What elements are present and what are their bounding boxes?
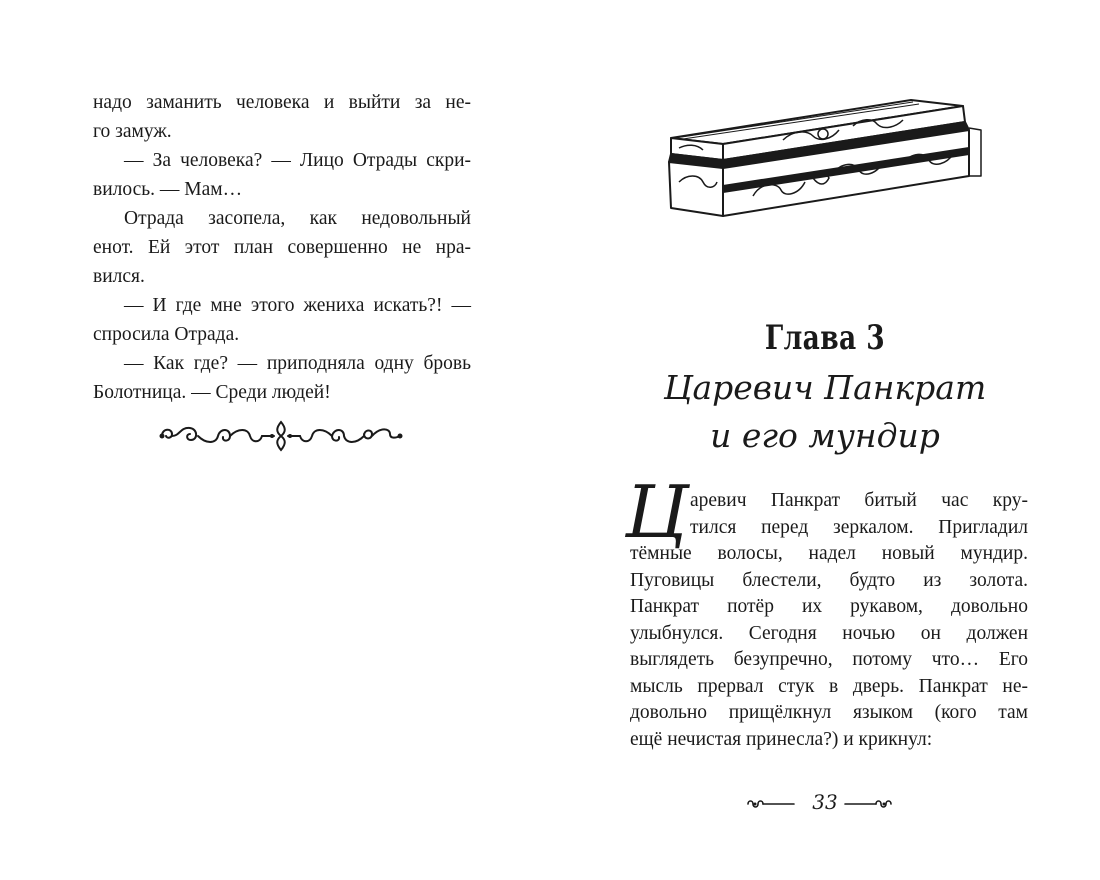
text-line: Отрада засопела, как недовольный bbox=[124, 208, 471, 229]
text-line: мысль прервал стук в дверь. Панкрат не- bbox=[630, 675, 1028, 697]
text-line: го замуж. bbox=[93, 121, 172, 142]
text-line: Пуговицы блестели, будто из золота. bbox=[630, 569, 1028, 591]
text-line: аревич Панкрат битый час кру- bbox=[690, 490, 1028, 511]
page-footer bbox=[550, 788, 1100, 818]
text-line: довольно прищёлкнул языком (кого там bbox=[630, 702, 1028, 723]
text-line: енот. Ей этот план совершенно не нра- bbox=[93, 237, 471, 258]
text-line: Панкрат потёр их рукавом, довольно bbox=[630, 596, 1028, 617]
text-line: тился перед зеркалом. Пригладил bbox=[690, 516, 1028, 538]
flourish-right-icon bbox=[843, 797, 893, 811]
page-number: 33 bbox=[812, 790, 838, 814]
right-page bbox=[550, 0, 1100, 880]
text-line: — За человека? — Лицо Отрады скри- bbox=[124, 150, 471, 171]
text-line: тёмные волосы, надел новый мундир. bbox=[630, 543, 1028, 564]
text-line: вился. bbox=[93, 266, 145, 287]
chapter-title-line: и его мундир bbox=[710, 416, 940, 455]
text-line: — Как где? — приподняла одну бровь bbox=[124, 353, 471, 374]
chapter-title-line: Царевич Панкрат bbox=[663, 368, 987, 407]
ornament-divider-icon bbox=[158, 418, 404, 454]
text-line: надо заманить человека и выйти за не- bbox=[93, 92, 471, 113]
left-page-text bbox=[93, 88, 471, 407]
chapter-title bbox=[550, 364, 1100, 460]
text-line: — И где мне этого жениха искать?! — bbox=[124, 295, 471, 316]
chapter-heading: Глава 3 bbox=[764, 318, 886, 358]
text-line: выглядеть безупречно, потому что… Его bbox=[630, 649, 1028, 670]
text-line: улыбнулся. Сегодня ночью он должен bbox=[630, 622, 1028, 644]
text-line: ещё нечистая принесла?) и крикнул: bbox=[630, 728, 933, 750]
text-line: спросила Отрада. bbox=[93, 324, 240, 345]
text-line: вилось. — Мам… bbox=[93, 179, 243, 200]
right-page-text bbox=[630, 488, 1028, 753]
text-line: Болотница. — Среди людей! bbox=[93, 382, 331, 403]
chest-illustration-icon bbox=[663, 78, 985, 226]
drop-cap: Ц bbox=[625, 470, 688, 554]
